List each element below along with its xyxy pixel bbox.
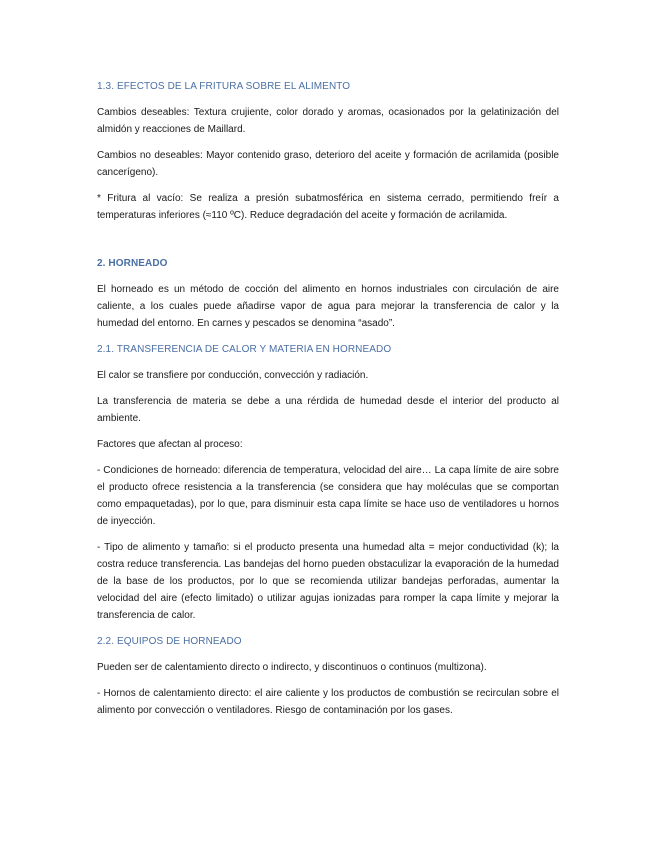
section-1-3-paragraph-2: Cambios no deseables: Mayor contenido graso, deterioro del aceite y formación de acrilamida (posible cancerígeno).: [97, 150, 559, 178]
section-1-3-paragraph-1: Cambios deseables: Textura crujiente, color dorado y aromas, ocasionados por la gelatinización del almidón y reacciones de Maillard.: [97, 107, 559, 135]
section-2-2-heading: 2.2. EQUIPOS DE HORNEADO: [97, 636, 242, 647]
section-2-1-paragraph-4: - Condiciones de horneado: diferencia de temperatura, velocidad del aire… La capa límite de aire sobre el producto ofrece resistencia a la transferencia (se considera que hay moléculas que se comportan como empaquetadas), por lo que, para disminuir esta capa límite se hace uso de ventiladores u hornos de inyección.: [97, 465, 559, 527]
section-2-paragraph-1: El horneado es un método de cocción del alimento en hornos industriales con circulación de aire caliente, a los cuales puede añadirse vapor de agua para mejorar la transferencia de calor y la humedad del entorno. En carnes y pescados se denomina “asado”.: [97, 284, 559, 329]
section-2-1-heading: 2.1. TRANSFERENCIA DE CALOR Y MATERIA EN HORNEADO: [97, 344, 392, 355]
section-2-heading: 2. HORNEADO: [97, 258, 168, 269]
section-1-3-paragraph-3: * Fritura al vacío: Se realiza a presión subatmosférica en sistema cerrado, permitiendo freír a temperaturas inferiores (≈110 ºC). Reduce degradación del aceite y formación de acrilamida.: [97, 193, 559, 221]
document-page: [97, 78, 559, 719]
section-1-3-heading: 1.3. EFECTOS DE LA FRITURA SOBRE EL ALIMENTO: [97, 81, 351, 92]
section-2-2-paragraph-2: - Hornos de calentamiento directo: el aire caliente y los productos de combustión se recirculan sobre el alimento por convección o ventiladores. Riesgo de contaminación por los gases.: [97, 688, 559, 716]
section-2-2-paragraph-1: Pueden ser de calentamiento directo o indirecto, y discontinuos o continuos (multizona).: [97, 662, 487, 673]
section-2-1-paragraph-5: - Tipo de alimento y tamaño: si el producto presenta una humedad alta = mejor conductividad (k); la costra reduce transferencia. Las bandejas del horno pueden obstaculizar la evaporación de la humedad de la base de los productos, por lo que se recomienda utilizar bandejas perforadas, aumentar la velocidad del aire (efecto limitado) o utilizar agujas ionizadas para romper la capa límite y mejorar la transferencia de calor.: [97, 542, 559, 621]
section-2-1-paragraph-3: Factores que afectan al proceso:: [97, 439, 243, 450]
section-2-1-paragraph-1: El calor se transfiere por conducción, convección y radiación.: [97, 370, 369, 381]
section-2-1-paragraph-2: La transferencia de materia se debe a una rérdida de humedad desde el interior del producto al ambiente.: [97, 396, 559, 424]
